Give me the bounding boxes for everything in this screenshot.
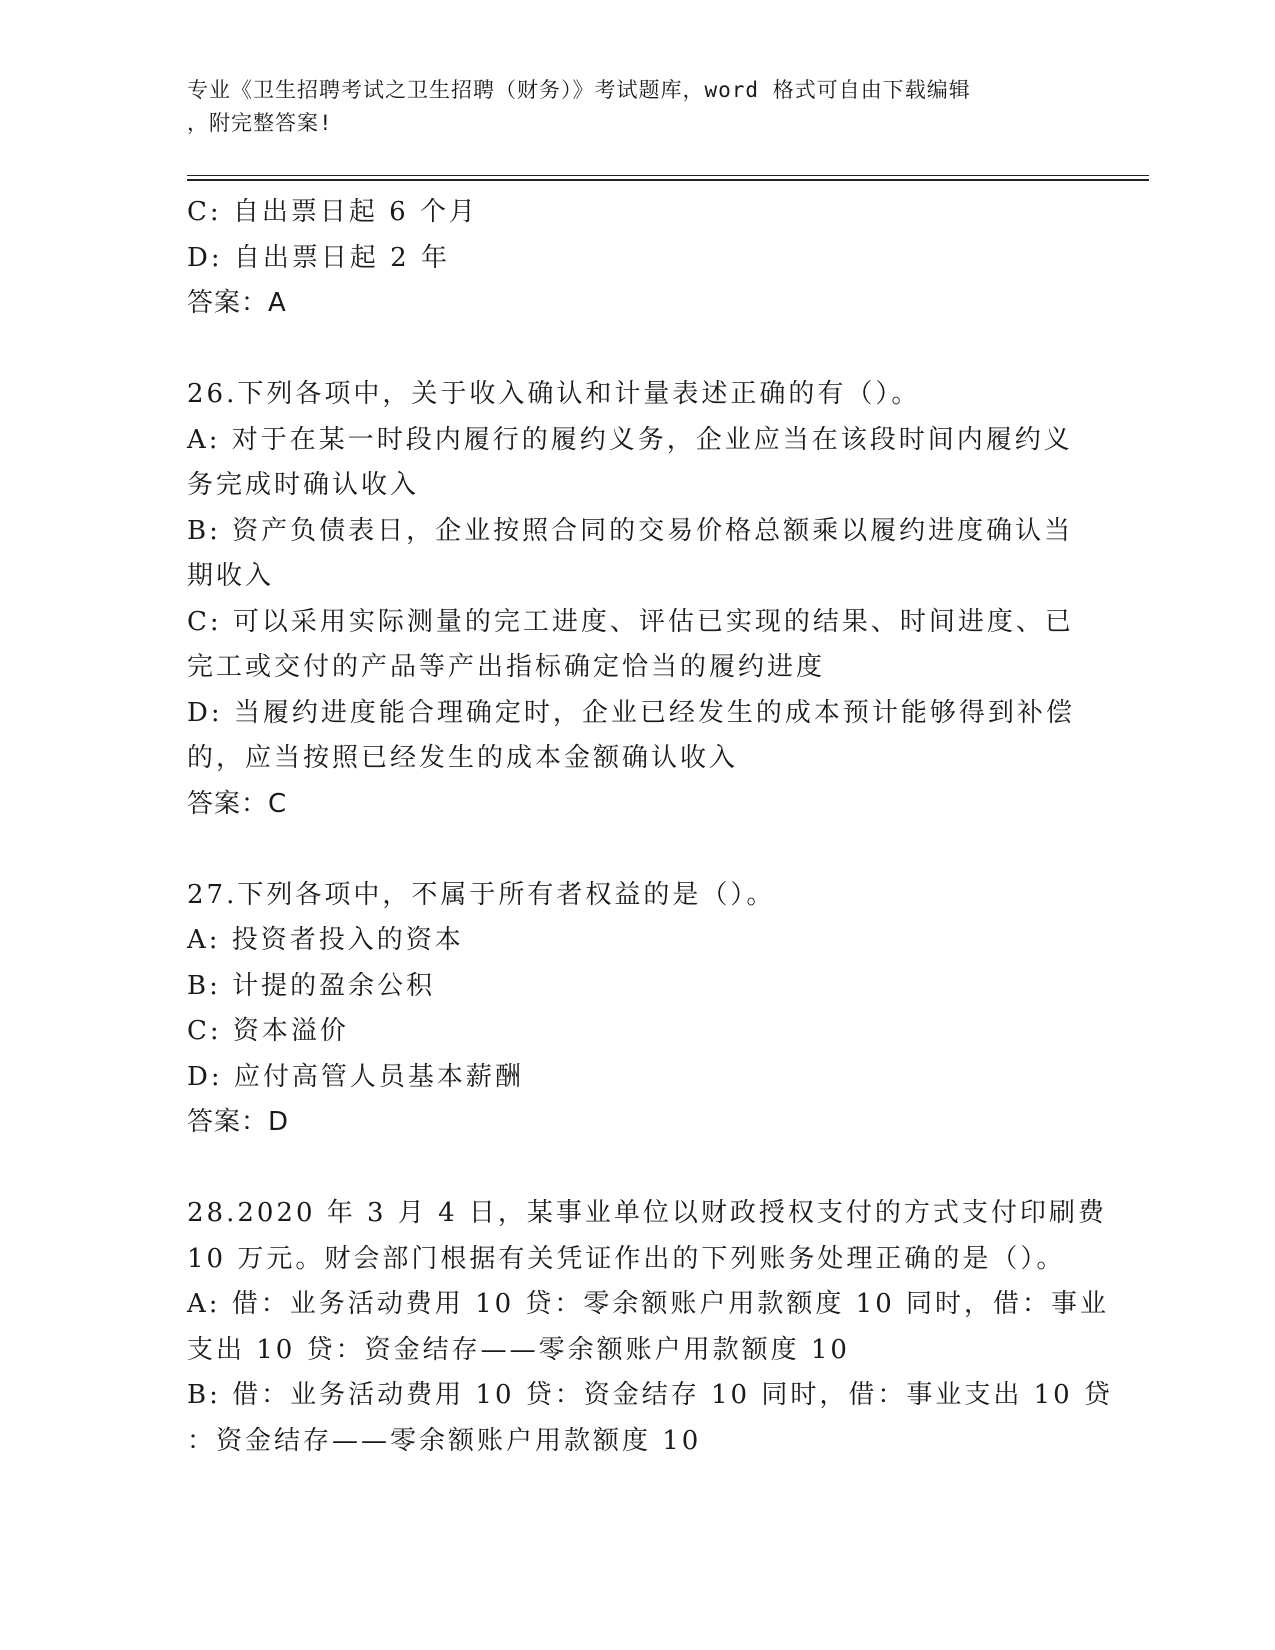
option-b-line-2: 期收入 xyxy=(187,561,275,591)
option-a: A: 投资者投入的资本 xyxy=(187,925,464,955)
option-d-line-2: 的，应当按照已经发生的成本金额确认收入 xyxy=(187,743,739,773)
option-b-line-1: B: 借：业务活动费用 10 贷：资金结存 10 同时，借：事业支出 10 贷 xyxy=(187,1380,1113,1410)
answer-line: 答案：C xyxy=(187,788,288,819)
header-divider-thin xyxy=(187,175,1149,176)
option-b-line-1: B: 资产负债表日，企业按照合同的交易价格总额乘以履约进度确认当 xyxy=(187,515,1074,546)
question-27 xyxy=(187,873,1087,1146)
question-stem-line-2: 10 万元。财会部门根据有关凭证作出的下列账务处理正确的是（）。 xyxy=(187,1243,1066,1274)
question-stem-line-1: 28.2020 年 3 月 4 日，某事业单位以财政授权支付的方式支付印刷费 xyxy=(187,1198,1107,1228)
spacer xyxy=(187,827,1087,873)
option-a-line-2: 支出 10 贷：资金结存——零余额账户用款额度 10 xyxy=(187,1334,850,1365)
question-stem: 26.下列各项中，关于收入确认和计量表述正确的有（）。 xyxy=(187,379,921,409)
option-d-line-1: D: 当履约进度能合理确定时，企业已经发生的成本预计能够得到补偿 xyxy=(187,697,1075,728)
answer-line: 答案：A xyxy=(187,288,287,318)
option-c: C: 资本溢价 xyxy=(187,1016,349,1046)
question-28 xyxy=(187,1191,1113,1464)
answer-line: 答案：D xyxy=(187,1107,290,1137)
option-b: B: 计提的盈余公积 xyxy=(187,970,436,1001)
question-list xyxy=(187,190,1113,1464)
question-stem: 27.下列各项中，不属于所有者权益的是（）。 xyxy=(187,879,776,910)
option-c: C: 自出票日起 6 个月 xyxy=(187,197,478,227)
option-a-line-1: A: 借：业务活动费用 10 贷：零余额账户用款额度 10 同时，借：事业 xyxy=(187,1289,1110,1319)
option-a-line-1: A: 对于在某一时段内履行的履约义务，企业应当在该段时间内履约义 xyxy=(187,424,1073,455)
option-c-line-1: C: 可以采用实际测量的完工进度、评估已实现的结果、时间进度、已 xyxy=(187,606,1074,637)
option-c-line-2: 完工或交付的产品等产出指标确定恰当的履约进度 xyxy=(187,652,826,682)
spacer xyxy=(187,1146,1087,1192)
option-d: D: 应付高管人员基本薪酬 xyxy=(187,1061,524,1092)
header-divider-thick xyxy=(187,179,1149,181)
document-header xyxy=(187,74,1067,140)
spacer xyxy=(187,327,1087,373)
header-title-line-1: 专业《卫生招聘考试之卫生招聘（财务）》考试题库，word 格式可自由下载编辑 xyxy=(187,78,971,102)
question-25-tail xyxy=(187,190,1087,327)
option-a-line-2: 务完成时确认收入 xyxy=(187,470,420,500)
option-d: D: 自出票日起 2 年 xyxy=(187,242,450,273)
option-b-line-2: ：资金结存——零余额账户用款额度 10 xyxy=(187,1425,702,1456)
header-title-line-2: ，附完整答案! xyxy=(187,111,333,135)
question-26 xyxy=(187,372,1087,827)
